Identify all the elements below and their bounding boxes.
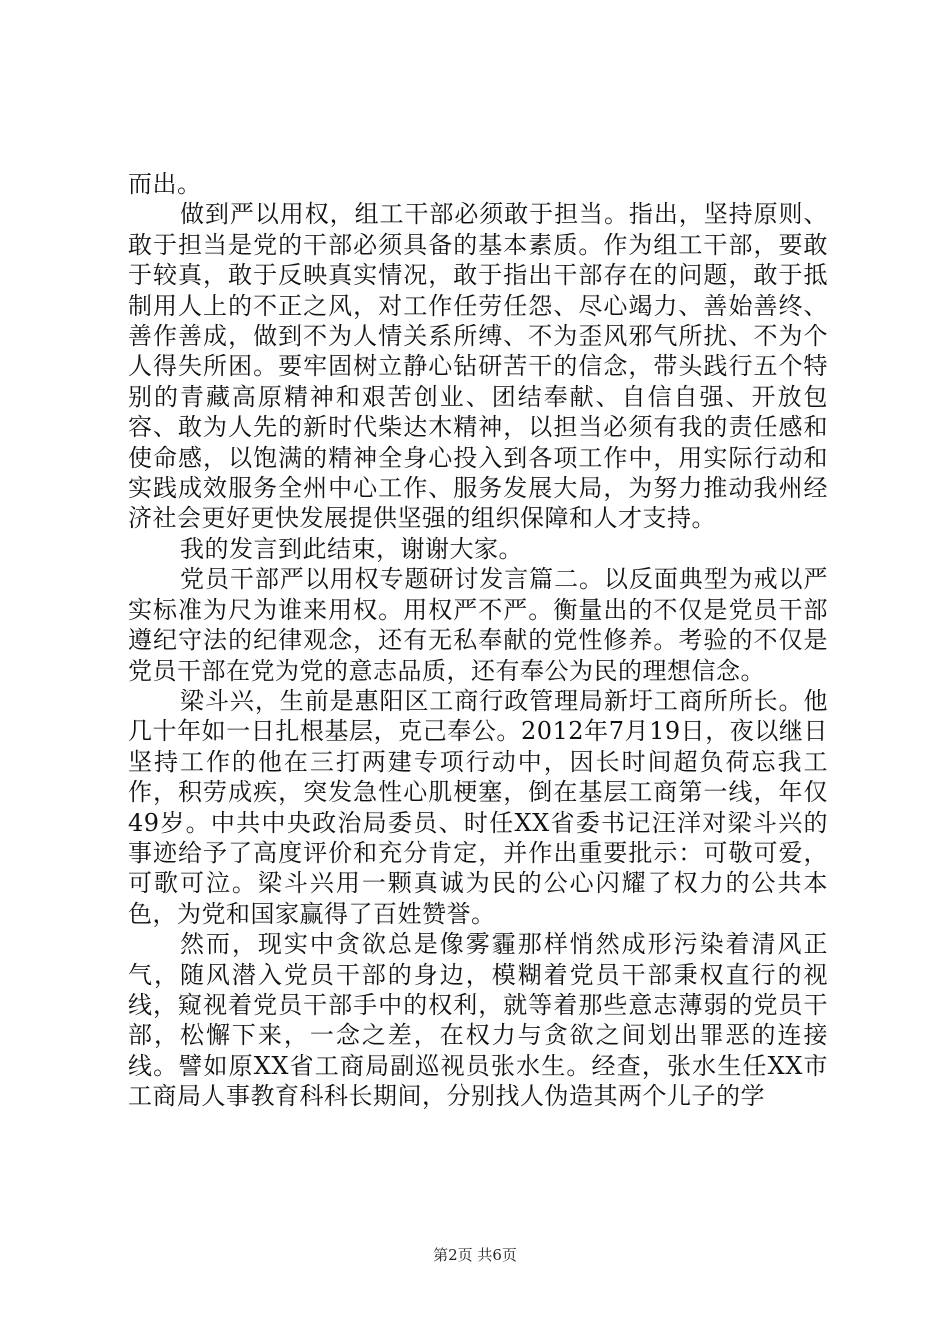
paragraph: 梁斗兴，生前是惠阳区工商行政管理局新圩工商所所长。他几十年如一日扎根基层，克己奉公。2012年7月19日，夜以继日坚持工作的他在三打两建专项行动中，因长时间超负荷忘我工作，积劳成疾，突发急性心肌梗塞，倒在基层工商第一线，年仅49岁。中共中央政治局委员、时任XX省委书记汪洋对梁斗兴的事迹给予了高度评价和充分肯定，并作出重要批示：可敬可爱，可歌可泣。梁斗兴用一颗真诚为民的公心闪耀了权力的公共本色，为党和国家赢得了百姓赞誉。 bbox=[128, 686, 828, 928]
paragraph: 而出。 bbox=[128, 170, 202, 198]
paragraph: 做到严以用权，组工干部必须敢于担当。指出，坚持原则、敢于担当是党的干部必须具备的基本素质。作为组工干部，要敢于较真，敢于反映真实情况，敢于指出干部存在的问题，敢于抵制用人上的不正之风，对工作任劳任怨、尽心竭力、善始善终、善作善成，做到不为人情关系所缚、不为歪风邪气所扰、不为个人得失所困。要牢固树立静心钻研苦干的信念，带头践行五个特别的青藏高原精神和艰苦创业、团结奉献、自信自强、开放包容、敢为人先的新时代柴达木精神，以担当必须有我的责任感和使命感，以饱满的精神全身心投入到各项工作中，用实际行动和实践成效服务全州中心工作、服务发展大局，为努力推动我州经济社会更好更快发展提供坚强的组织保障和人才支持。 bbox=[128, 200, 828, 533]
paragraph: 党员干部严以用权专题研讨发言篇二。以反面典型为戒以严实标准为尺为谁来用权。用权严不严。衡量出的不仅是党员干部遵纪守法的纪律观念，还有无私奉献的党性修养。考验的不仅是党员干部在党为党的意志品质，还有奉公为民的理想信念。 bbox=[128, 565, 828, 685]
document-body bbox=[128, 169, 828, 1112]
paragraph: 然而，现实中贪欲总是像雾霾那样悄然成形污染着清风正气，随风潜入党员干部的身边，模糊着党员干部秉权直行的视线，窥视着党员干部手中的权利，就等着那些意志薄弱的党员干部，松懈下来，一念之差，在权力与贪欲之间划出罪恶的连接线。譬如原XX省工商局副巡视员张水生。经查，张水生任XX市工商局人事教育科科长期间，分别找人伪造其两个儿子的学 bbox=[128, 930, 828, 1111]
page-footer: 第2页 共6页 bbox=[433, 1246, 517, 1264]
paragraph: 我的发言到此结束，谢谢大家。 bbox=[180, 534, 523, 563]
